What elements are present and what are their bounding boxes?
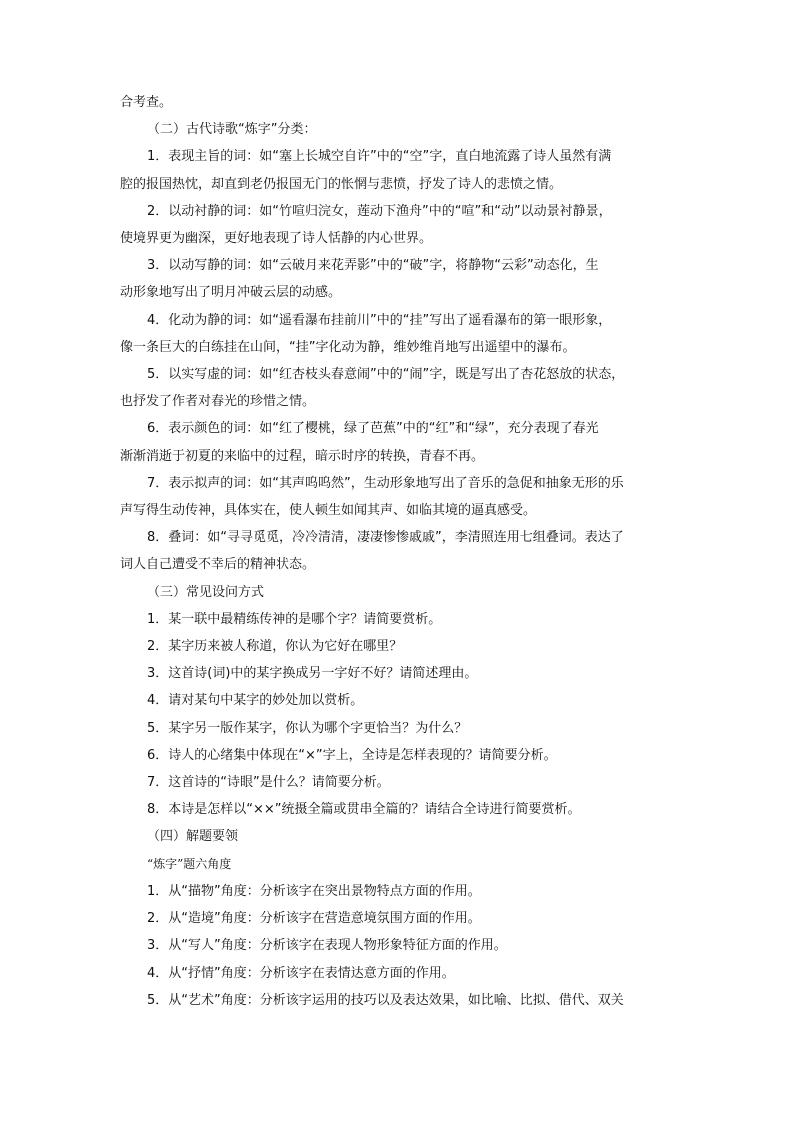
text-line: 6．表示颜色的词：如“红了樱桃，绿了芭蕉”中的“红”和“绿”，充分表现了春光 <box>147 421 599 437</box>
text-line: 4．从“抒情”角度：分析该字在表情达意方面的作用。 <box>147 965 455 981</box>
text-line: 2．从“造境”角度：分析该字在营造意境氛围方面的作用。 <box>147 911 481 927</box>
text-line: 4．请对某句中某字的妙处加以赏析。 <box>147 693 364 709</box>
text-line: 腔的报国热忱，却直到老仍报国无门的怅惘与悲愤，抒发了诗人的悲愤之情。 <box>120 176 563 192</box>
text-line: 1．从“描物”角度：分析该字在突出景物特点方面的作用。 <box>147 883 481 899</box>
text-line: 使境界更为幽深，更好地表现了诗人恬静的内心世界。 <box>120 231 433 247</box>
text-line: “炼字”题六角度 <box>147 856 232 871</box>
text-line: 3．以动写静的词：如“云破月来花弄影”中的“破”字，将静物“云彩”动态化，生 <box>147 258 599 274</box>
text-line: 8．叠词：如“寻寻觅觅，冷冷清清，凄凄惨惨戚戚”，李清照连用七组叠词。表达了 <box>147 530 624 546</box>
text-line: 6．诗人的心绪集中体现在“×”字上，全诗是怎样表现的？请简要分析。 <box>147 747 557 763</box>
text-line: 2．某字历来被人称道，你认为它好在哪里？ <box>147 639 403 655</box>
text-line: 5．从“艺术”角度：分析该字运用的技巧以及表达效果，如比喻、比拟、借代、双关 <box>147 992 624 1008</box>
text-line: 声写得生动传神，具体实在，使人顿生如闻其声、如临其境的逼真感受。 <box>120 503 537 519</box>
text-line: 1．表现主旨的词：如“塞上长城空自许”中的“空”字，直白地流露了诗人虽然有满 <box>147 149 612 165</box>
text-line: 词人自己遭受不幸后的精神状态。 <box>120 557 316 573</box>
text-line: （三）常见设问方式 <box>147 584 265 600</box>
text-line: 7．这首诗的“诗眼”是什么？请简要分析。 <box>147 775 390 791</box>
text-line: （四）解题要领 <box>147 829 239 845</box>
text-line: 1．某一联中最精练传神的是哪个字？请简要赏析。 <box>147 611 442 627</box>
text-line: 3．从“写人”角度：分析该字在表现人物形象特征方面的作用。 <box>147 938 507 954</box>
text-line: 也抒发了作者对春光的珍惜之情。 <box>120 394 316 410</box>
text-line: 4．化动为静的词：如“遥看瀑布挂前川”中的“挂”写出了遥看瀑布的第一眼形象， <box>147 312 612 328</box>
text-line: 5．以实写虚的词：如“红杏枝头春意闹”中的“闹”字，既是写出了杏花怒放的状态， <box>147 367 625 383</box>
text-line: 动形象地写出了明月冲破云层的动感。 <box>120 285 342 301</box>
text-line: 渐渐消逝于初夏的来临中的过程，暗示时序的转换，青春不再。 <box>120 448 485 464</box>
text-line: （二）古代诗歌“炼字”分类： <box>147 122 317 138</box>
text-line: 7．表示拟声的词：如“其声呜呜然”，生动形象地写出了音乐的急促和抽象无形的乐 <box>147 475 624 491</box>
text-line: 2．以动衬静的词：如“竹喧归浣女，莲动下渔舟”中的“喧”和“动”以动景衬静景， <box>147 203 612 219</box>
text-line: 合考查。 <box>120 95 173 110</box>
text-line: 像一条巨大的白练挂在山间，“挂”字化动为静，维妙维肖地写出遥望中的瀑布。 <box>120 339 576 355</box>
text-line: 5．某字另一版作某字，你认为哪个字更恰当？为什么？ <box>147 720 468 736</box>
text-line: 3．这首诗(词)中的某字换成另一字好不好？请简述理由。 <box>147 666 478 682</box>
text-line: 8．本诗是怎样以“××”统摄全篇或贯串全篇的？请结合全诗进行简要赏析。 <box>147 802 581 818</box>
